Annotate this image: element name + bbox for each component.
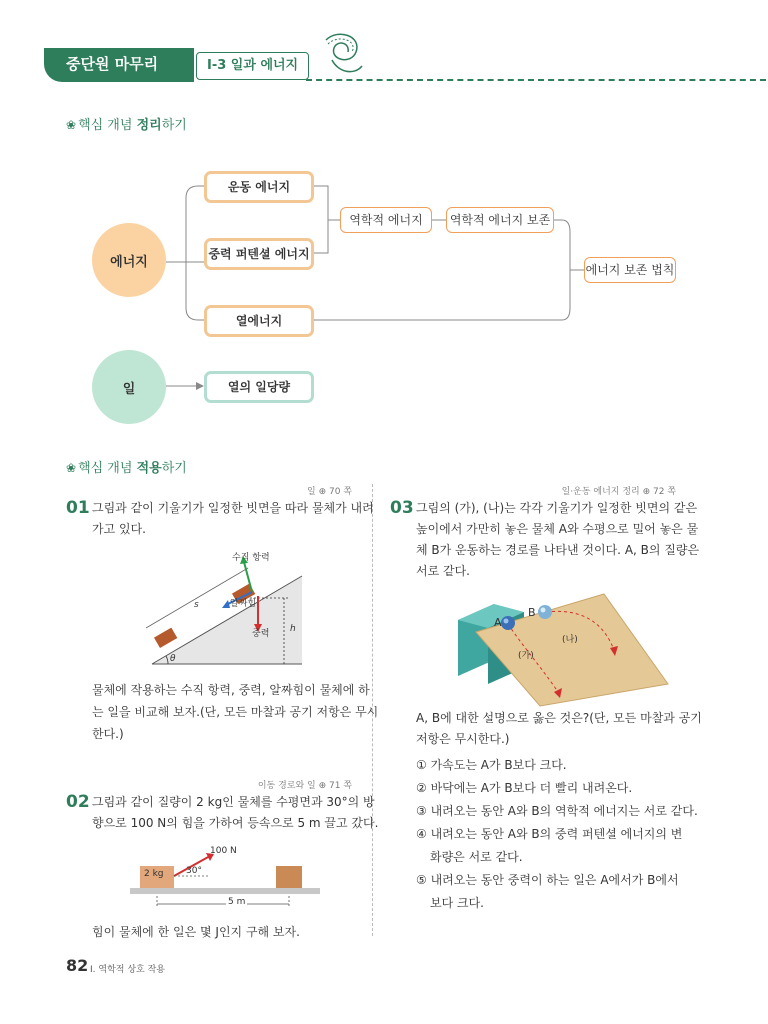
kinetic-energy-box: 운동 에너지 <box>204 171 314 203</box>
q03-reference: 일·운동 에너지 정리 ⊕ 72 쪽 <box>561 487 676 497</box>
q03-option-3[interactable]: ③ 내려오는 동안 A와 B의 역학적 에너지는 서로 같다. <box>416 804 698 818</box>
potential-energy-box: 중력 퍼텐셜 에너지 <box>204 238 314 270</box>
q03-ramp-figure <box>454 588 674 712</box>
q01-text-line2: 가고 있다. <box>92 522 146 536</box>
q02-text-line1: 그림과 같이 질량이 2 kg인 물체를 수평면과 30°의 방 <box>92 795 375 809</box>
page-number: 82 <box>66 956 89 975</box>
q02-text-line2: 향으로 100 N의 힘을 가하여 등속으로 5 m 끌고 갔다. <box>92 816 379 830</box>
q03-label-a: A <box>494 616 502 629</box>
q03-number: 03 <box>390 498 414 518</box>
q02-question: 힘이 물체에 한 일은 몇 J인지 구해 보자. <box>92 925 300 939</box>
energy-circle: 에너지 <box>92 223 166 297</box>
q01-label-normal: 수직 항력 <box>232 553 270 563</box>
chapter-subtitle: Ⅰ-3 일과 에너지 <box>196 52 309 80</box>
q03-ask-line1: A, B에 대한 설명으로 옳은 것은?(단, 모든 마찰과 공기 <box>416 711 702 725</box>
q01-label-gravity: 중력 <box>252 629 270 639</box>
q02-label-distance: 5 m <box>228 897 246 907</box>
q01-question-line1: 물체에 작용하는 수직 항력, 중력, 알짜힘이 물체에 하 <box>92 683 370 697</box>
q03-label-na: (나) <box>562 635 578 645</box>
section-tab-label: 중단원 마무리 <box>66 55 159 73</box>
q03-option-4-cont: 화량은 서로 같다. <box>430 850 523 864</box>
work-circle: 일 <box>92 350 166 424</box>
heat-equivalent-box: 열의 일당량 <box>204 371 314 403</box>
q03-label-b: B <box>528 606 536 619</box>
mechanical-conservation-box: 역학적 에너지 보존 <box>446 207 554 233</box>
q01-text-line1: 그림과 같이 기울기가 일정한 빗면을 따라 물체가 내려 <box>92 501 374 515</box>
section-title-summary: ❀ 핵심 개념 정리하기 <box>66 118 187 133</box>
thermal-energy-box: 열에너지 <box>204 305 314 337</box>
q01-label-s: s <box>194 600 199 610</box>
q03-text-line4: 서로 같다. <box>416 564 470 578</box>
q02-label-angle: 30° <box>186 866 202 876</box>
q03-label-ga: (가) <box>518 651 534 661</box>
q03-option-1[interactable]: ① 가속도는 A가 B보다 크다. <box>416 758 567 772</box>
q02-label-mass: 2 kg <box>144 869 164 879</box>
q01-reference: 일 ⊕ 70 쪽 <box>307 487 352 497</box>
q02-reference: 이동 경로와 일 ⊕ 71 쪽 <box>257 781 352 791</box>
q01-question-line3: 한다.) <box>92 727 124 741</box>
q03-text-line1: 그림의 (가), (나)는 각각 기울기가 일정한 빗면의 같은 <box>416 501 698 515</box>
energy-conservation-box: 에너지 보존 법칙 <box>584 257 676 283</box>
q01-question-line2: 는 일을 비교해 보자.(단, 모든 마찰과 공기 저항은 무시 <box>92 705 379 719</box>
q03-ask-line2: 저항은 무시한다.) <box>416 732 510 746</box>
q01-label-friction: 알짜힘 <box>230 599 257 609</box>
section-title-application: ❀ 핵심 개념 적용하기 <box>66 461 187 476</box>
q03-option-5[interactable]: ⑤ 내려오는 동안 중력이 하는 일은 A에서가 B에서 <box>416 873 679 887</box>
chapter-footer: Ⅰ. 역학적 상호 작용 <box>90 965 165 975</box>
q01-label-h: h <box>290 624 296 634</box>
q01-number: 01 <box>66 498 90 518</box>
q03-text-line3: 체 B가 운동하는 경로를 나타낸 것이다. A, B의 질량은 <box>416 543 700 557</box>
mechanical-energy-box: 역학적 에너지 <box>340 207 432 233</box>
q03-text-line2: 높이에서 가만히 놓은 물체 A와 수평으로 밀어 놓은 물 <box>416 522 699 536</box>
q01-label-theta: θ <box>170 654 176 664</box>
q03-option-5-cont: 보다 크다. <box>430 896 484 910</box>
q03-option-2[interactable]: ② 바닥에는 A가 B보다 더 빨리 내려온다. <box>416 781 633 795</box>
q02-label-force: 100 N <box>210 846 237 856</box>
clover-icon: ❀ <box>66 461 77 475</box>
q03-option-4[interactable]: ④ 내려오는 동안 A와 B의 중력 퍼텐셜 에너지의 변 <box>416 827 683 841</box>
q02-number: 02 <box>66 792 90 812</box>
clover-icon: ❀ <box>66 118 77 132</box>
